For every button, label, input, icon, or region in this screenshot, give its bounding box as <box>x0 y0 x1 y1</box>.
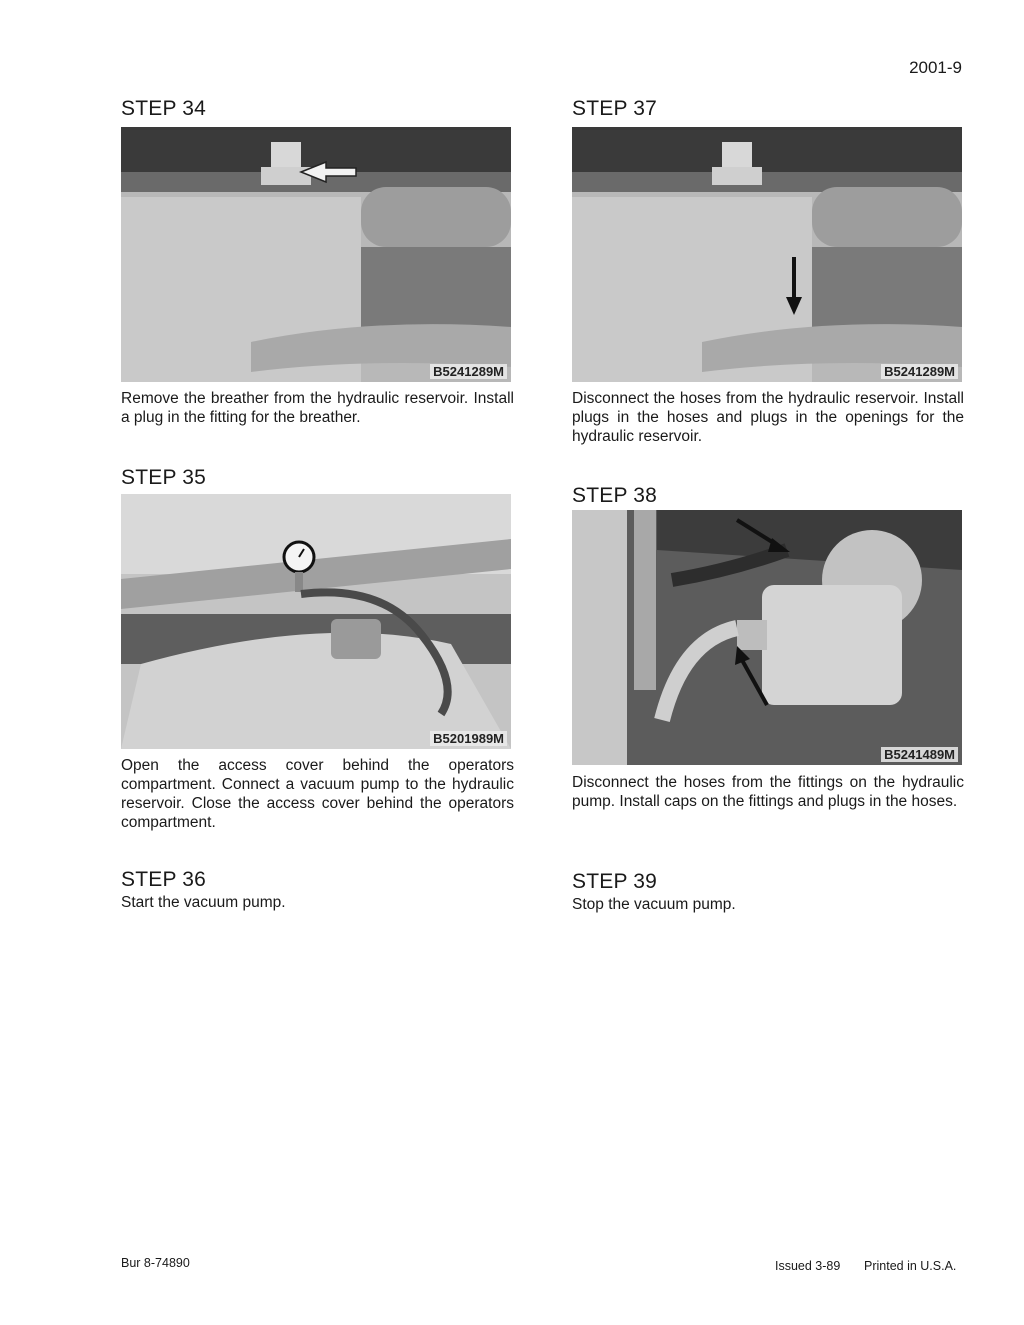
step-35-photo <box>121 494 511 749</box>
step-34-caption: Remove the breather from the hydraulic reservoir. Install a plug in the fitting for the breather. <box>121 390 514 426</box>
step-39-title: STEP 39 <box>572 870 658 893</box>
step-35-caption: Open the access cover behind the operators compartment. Connect a vacuum pump to the hydraulic reservoir. Close the access cover behind the operators compartment. <box>121 757 514 831</box>
footer-printed-location: Printed in U.S.A. <box>864 1259 957 1273</box>
step-39-caption: Stop the vacuum pump. <box>572 896 736 913</box>
step-37-caption: Disconnect the hoses from the hydraulic reservoir. Install plugs in the hoses and plugs in the openings for the hydraulic reservoir. <box>572 390 964 445</box>
step-34-photo-id: B5241289M <box>430 364 507 379</box>
step-36-title: STEP 36 <box>121 868 207 891</box>
page-number: 2001-9 <box>909 58 962 77</box>
step-36-caption: Start the vacuum pump. <box>121 894 286 911</box>
step-37-title: STEP 37 <box>572 97 658 120</box>
step-35-title: STEP 35 <box>121 466 207 489</box>
step-38-title: STEP 38 <box>572 484 658 507</box>
step-38-photo <box>572 510 962 765</box>
step-34-title: STEP 34 <box>121 97 207 120</box>
step-38-photo-id: B5241489M <box>881 747 958 762</box>
step-34-photo <box>121 127 511 382</box>
footer-document-number: Bur 8-74890 <box>121 1256 190 1270</box>
step-35-photo-id: B5201989M <box>430 731 507 746</box>
step-37-photo-id: B5241289M <box>881 364 958 379</box>
step-38-caption: Disconnect the hoses from the fittings on the hydraulic pump. Install caps on the fittings and plugs in the hoses. <box>572 774 964 810</box>
footer-issued-date: Issued 3-89 <box>775 1259 841 1273</box>
step-37-photo <box>572 127 962 382</box>
